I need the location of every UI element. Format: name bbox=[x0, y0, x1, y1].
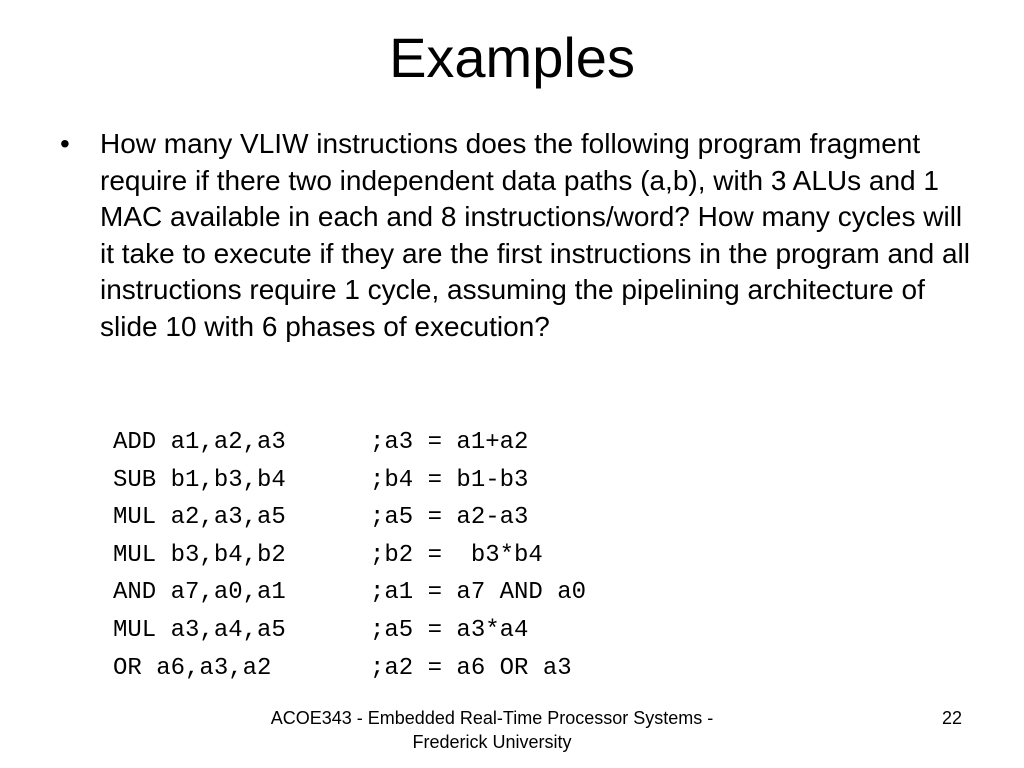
slide-title: Examples bbox=[389, 26, 635, 89]
code-comment: ;a1 = a7 AND a0 bbox=[370, 579, 587, 607]
footer-university-line: Frederick University bbox=[412, 732, 572, 752]
code-instruction: SUB b1,b3,b4 bbox=[113, 466, 286, 494]
code-line bbox=[113, 650, 586, 688]
code-instruction: MUL a3,a4,a5 bbox=[113, 616, 286, 644]
code-line bbox=[113, 574, 586, 612]
code-instruction: MUL a2,a3,a5 bbox=[113, 504, 286, 532]
footer-course-line: ACOE343 - Embedded Real-Time Processor Systems - bbox=[270, 708, 714, 728]
code-line bbox=[113, 612, 586, 650]
code-comment: ;b2 = b3*b4 bbox=[370, 541, 543, 569]
footer-course-info bbox=[232, 706, 752, 754]
bullet-icon: • bbox=[60, 128, 70, 159]
code-line bbox=[113, 499, 586, 537]
code-instruction: MUL b3,b4,b2 bbox=[113, 541, 286, 569]
code-comment: ;b4 = b1-b3 bbox=[370, 466, 529, 494]
code-instruction: ADD a1,a2,a3 bbox=[113, 429, 286, 456]
code-instruction: AND a7,a0,a1 bbox=[113, 579, 286, 607]
code-comment: ;a5 = a3*a4 bbox=[370, 616, 529, 644]
code-line bbox=[113, 462, 586, 500]
code-instruction: OR a6,a3,a2 bbox=[113, 654, 272, 682]
code-comment: ;a3 = a1+a2 bbox=[370, 429, 529, 456]
code-line bbox=[113, 424, 586, 462]
bullet-text: How many VLIW instructions does the following program fragment require if there two independent data paths (a,b), with 3 ALUs and 1 MAC available in each and 8 instructions/word? How many cycles will it take to execute if they are the first instructions in the program and all instructions require 1 cycle, assuming the pipelining architecture of slide 10 with 6 phases of execution? bbox=[100, 128, 970, 342]
code-block bbox=[113, 424, 586, 687]
code-comment: ;a5 = a2-a3 bbox=[370, 504, 529, 532]
page-number: 22 bbox=[941, 708, 962, 728]
code-line bbox=[113, 537, 586, 575]
code-comment: ;a2 = a6 OR a3 bbox=[370, 654, 572, 682]
